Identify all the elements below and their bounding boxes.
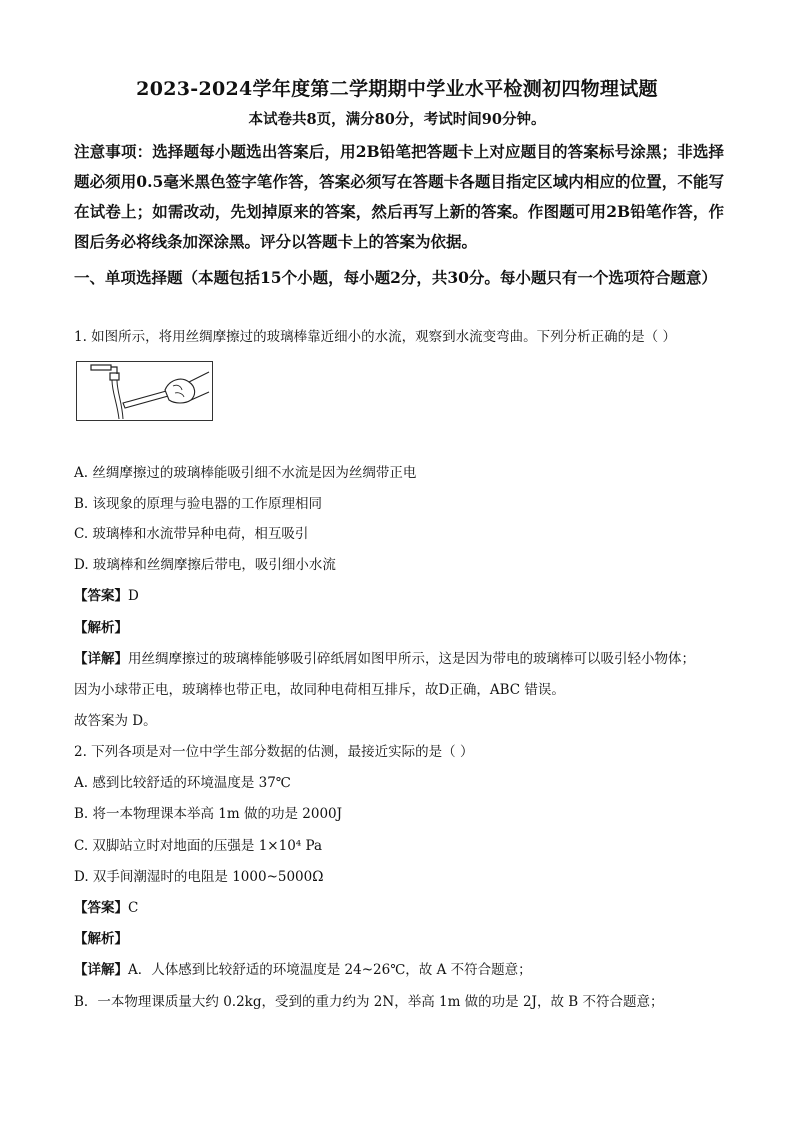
detail-label: 【详解】 [74, 651, 128, 667]
detail-text: 用丝绸摩擦过的玻璃棒能够吸引碎纸屑如图甲所示，这是因为带电的玻璃棒可以吸引轻小物体； [128, 651, 695, 667]
answer-value: D [128, 588, 139, 604]
question-2-analysis-label: 【解析】 [74, 931, 128, 947]
question-1-detail-3: 故答案为 D。 [74, 713, 157, 729]
detail-text: A．人体感到比较舒适的环境温度是 24~26℃，故 A 不符合题意； [128, 962, 532, 978]
question-2-answer [74, 899, 734, 917]
answer-label: 【答案】 [74, 588, 128, 604]
section-heading: 一、单项选择题（本题包括15个小题，每小题2分，共30分。每小题只有一个选项符合题意） [74, 268, 717, 287]
question-2-option-b: B. 将一本物理课本举高 1m 做的功是 2000J [74, 806, 343, 822]
question-1-option-b: B. 该现象的原理与验电器的工作原理相同 [74, 496, 323, 512]
question-1-figure [76, 361, 213, 421]
question-1-answer [74, 587, 734, 605]
exam-subtitle: 本试卷共8页，满分80分，考试时间90分钟。 [248, 111, 546, 128]
question-2-option-a: A. 感到比较舒适的环境温度是 37℃ [74, 775, 291, 791]
question-1-option-c: C. 玻璃棒和水流带异种电荷，相互吸引 [74, 526, 309, 542]
question-2-stem: 2. 下列各项是对一位中学生部分数据的估测，最接近实际的是（ ） [74, 744, 474, 760]
question-1-analysis-label: 【解析】 [74, 620, 128, 636]
detail-label: 【详解】 [74, 962, 128, 978]
notice-paragraph: 注意事项：选择题每小题选出答案后，用2B铅笔把答题卡上对应题目的答案标号涂黑；非选择题必须用0.5毫米黑色签字笔作答，答案必须写在答题卡各题目指定区域内相应的位置，不能写在试卷上；如需改动，先划掉原来的答案，然后再写上新的答案。作图题可用2B铅笔作答，作图后务必将线条加深涂黑。评分以答题卡上的答案为依据。 [74, 142, 724, 251]
answer-value: C [128, 900, 139, 916]
question-1-detail-1 [74, 650, 734, 668]
question-2-option-c: C. 双脚站立时对地面的压强是 1×10⁴ Pa [74, 838, 323, 854]
exam-title: 2023-2024学年度第二学期期中学业水平检测初四物理试题 [136, 78, 658, 100]
question-2-detail-1 [74, 961, 734, 979]
question-2-detail-2: B．一本物理课质量大约 0.2kg，受到的重力约为 2N，举高 1m 做的功是 2J，故 B 不符合题意； [74, 994, 664, 1010]
question-1-option-d: D. 玻璃棒和丝绸摩擦后带电，吸引细小水流 [74, 557, 336, 573]
question-1-detail-2: 因为小球带正电，玻璃棒也带正电，故同种电荷相互排斥，故D正确，ABC 错误。 [74, 682, 565, 698]
faucet-glass-rod-illustration [77, 362, 212, 420]
answer-label: 【答案】 [74, 900, 128, 916]
question-1-option-a: A. 丝绸摩擦过的玻璃棒能吸引细不水流是因为丝绸带正电 [74, 465, 417, 481]
question-1-stem: 1. 如图所示，将用丝绸摩擦过的玻璃棒靠近细小的水流，观察到水流变弯曲。下列分析正确的是（ ） [74, 329, 676, 345]
question-2-option-d: D. 双手间潮湿时的电阻是 1000~5000Ω [74, 869, 324, 885]
